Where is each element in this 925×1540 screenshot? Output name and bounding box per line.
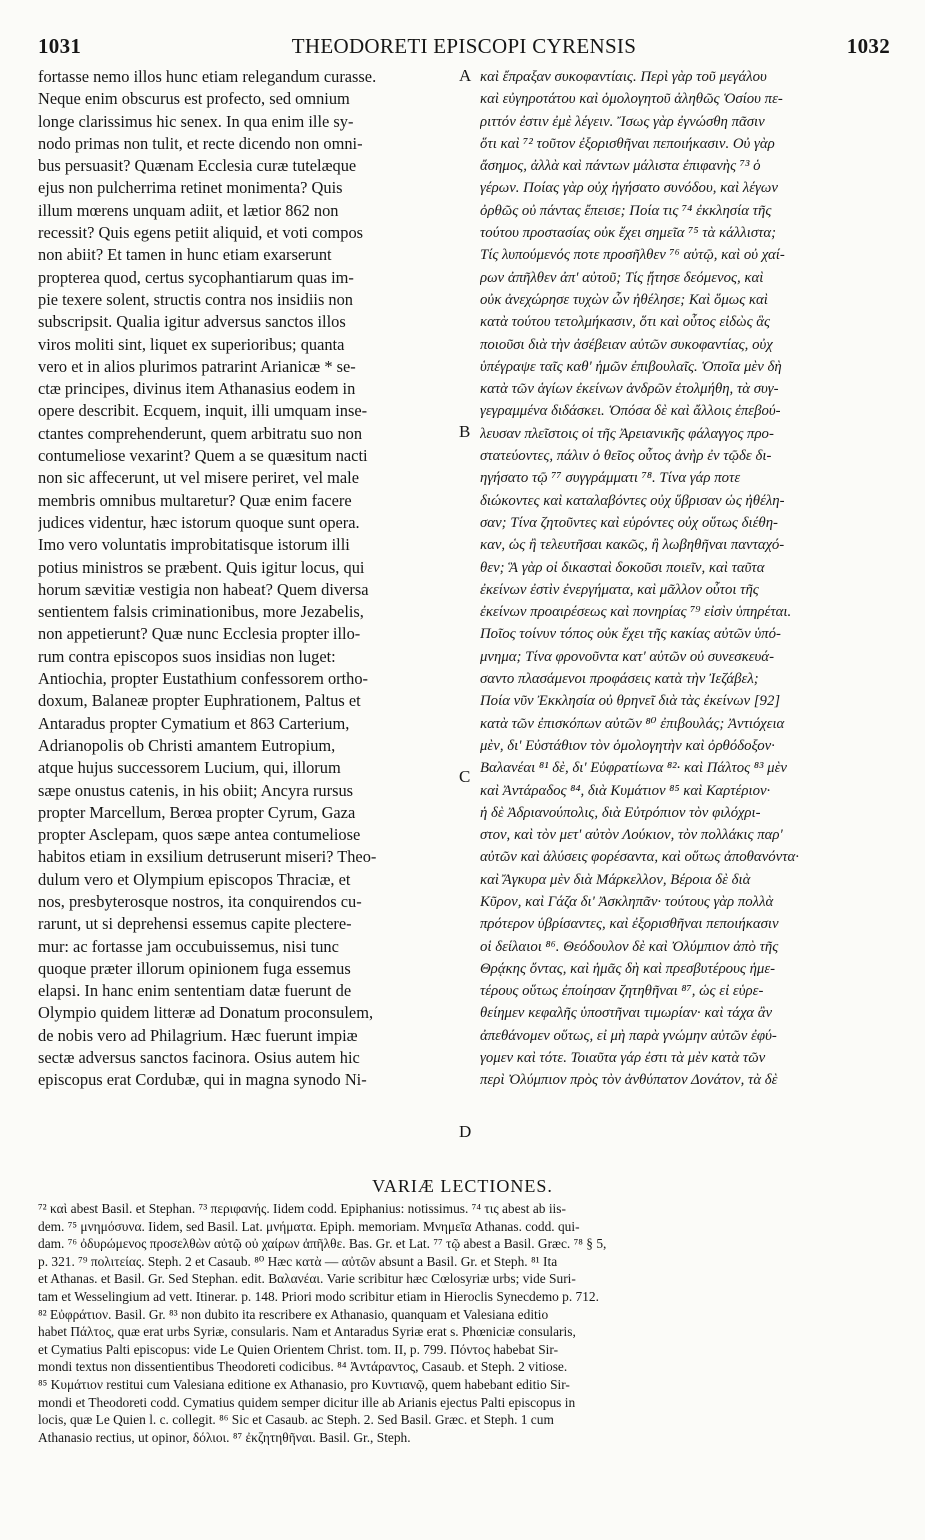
latin-text-line: Olympio quidem litteræ ad Donatum proconsulem,	[38, 1003, 374, 1023]
latin-text-line: Antaradus propter Cymatium et 863 Carterium,	[38, 713, 350, 733]
footnote-line: tam et Wesselingium ad vett. Itinerar. p. 148. Priori modo scribitur etiam in Hieroclis Synecdemo p. 712.	[38, 1288, 599, 1304]
running-title: THEODORETI EPISCOPI CYRENSIS	[291, 34, 637, 58]
latin-text-line: episcopus erat Cordubæ, qui in magna synodo Ni-	[38, 1070, 367, 1090]
latin-text-line: viros moliti sint, liquet ex superioribus; quanta	[38, 334, 345, 354]
latin-text-line: fortasse nemo illos hunc etiam relegandum curasse.	[38, 67, 377, 86]
latin-text-line: habitos etiam in exsilium detruserunt miseri? Theo-	[38, 847, 377, 867]
footnote-line: et Athanas. et Basil. Gr. Sed Stephan. edit. Βαλανέαι. Varie scribitur hæc Cœlosyriæ urbs; vide Suri-	[38, 1271, 576, 1287]
greek-text-line: περὶ Ὀλύμπιον πρὸς τὸν ἀνθύπατον Δονάτον, τὰ δὲ	[480, 1072, 778, 1089]
greek-column	[480, 66, 892, 1092]
latin-text-line: propterea quod, certus sycophantiarum quas im-	[38, 267, 354, 287]
greek-text-line: γέρων. Ποίας γὰρ οὐχ ἡγήσατο συνόδου, καὶ λέγων	[480, 180, 778, 197]
section-marker-b: B	[459, 422, 471, 441]
latin-text-line: opere describit. Ecquem, inquit, illi umquam inse-	[38, 401, 368, 421]
greek-text-line: στατεύοντες, πάλιν ὁ θεῖος οὗτος ἀνὴρ ἐν τῷδε δι-	[480, 448, 772, 465]
greek-text-line: ὅτι καὶ ⁷² τοῦτον ἐξορισθῆναι πεποιήκασιν. Οὐ γὰρ	[480, 135, 775, 152]
latin-text-line: judices videntur, hæc istorum quoque sunt opera.	[38, 512, 360, 532]
latin-text-line: non appetierunt? Quæ nunc Ecclesia propter illo-	[38, 624, 361, 644]
greek-text-line: θείημεν κεφαλῆς ὑποστῆναι τιμωρίαν· καὶ τάχα ἂν	[480, 1005, 773, 1022]
greek-text-line: κατὰ τούτου τετολμήκασιν, ὅτι καὶ οὗτος εἰδὼς ἃς	[480, 314, 771, 331]
greek-text-line: ἀπεθάνομεν οὕτως, εἰ μὴ παρὰ γνώμην αὐτῶν ἐφύ-	[480, 1027, 777, 1044]
latin-text-line: longe clarissimus hic senex. In qua enim ille sy-	[38, 111, 354, 131]
greek-text-line: ἡ δὲ Ἀδριανούπολις, διὰ Εὐτρόπιον τὸν φιλόχρι-	[480, 804, 761, 821]
greek-text-line: ἐκείνων προαιρέσεως καὶ πονηρίας ⁷⁹ εἰσὶν ὑπηρέται.	[480, 604, 792, 621]
greek-text-line: τέρους οὕτως ἐποίησαν ζητηθῆναι ⁸⁷, ὡς εἰ εὑρε-	[480, 983, 764, 1000]
section-marker-a: A	[459, 66, 472, 85]
greek-text-line: ποιοῦσι διὰ τὴν ἀσέβειαν αὐτῶν συκοφαντίας, οὐχ	[480, 336, 773, 353]
greek-text-line: Ποία νῦν Ἐκκλησία οὐ θρηνεῖ διὰ τὰς ἐκείνων [92]	[480, 693, 781, 710]
latin-text-line: quoque præter illorum opinionem fuga essemus	[38, 958, 351, 978]
latin-text-line: ctantes comprehenderunt, quem arbitratu suo non	[38, 423, 363, 443]
latin-text-line: recessit? Quis egens petiit aliquid, et voti compos	[38, 223, 364, 243]
latin-text-line: ejus non pulcherrima retinet monimenta? Quis	[38, 178, 343, 198]
footnote-line: Athanasio rectius, ut opinor, δόλιοι. ⁸⁷ ἐκζητηθῆναι. Basil. Gr., Steph.	[38, 1429, 411, 1445]
latin-text-line: Imo vero voluntatis improbitatisque istorum illi	[38, 535, 350, 555]
greek-text-line: ρων ἀπῆλθεν ἀπ' αὐτοῦ; Τίς ᾔτησε δεόμενος, καὶ	[480, 269, 764, 286]
greek-text-line: διώκοντες καὶ καταλαβόντες οὐχ ὕβρισαν ὡς ἠθέλη-	[480, 492, 785, 509]
footnotes	[38, 1200, 893, 1446]
page-number-right: 1032	[846, 34, 890, 58]
page-number-left: 1031	[38, 34, 82, 58]
latin-text-line: sectæ adversus sanctos facinora. Osius autem hic	[38, 1048, 360, 1068]
latin-text-line: vero et in alios plurimos patrarint Arianicæ * se-	[38, 356, 356, 376]
greek-text-line: ὀρθῶς οὐ πάντας ἔπεισε; Ποία τις ⁷⁴ ἐκκλησία τῆς	[480, 202, 772, 219]
latin-text-line: de nobis vero ad Philagrium. Hæc fuerunt impiæ	[38, 1025, 358, 1045]
latin-text-line: dulum vero et Olympium episcopos Thraciæ, et	[38, 869, 351, 889]
greek-text-line: θεν; Ἃ γὰρ οἱ δικασταὶ δοκοῦσι ποιεῖν, καὶ ταῦτα	[480, 559, 765, 576]
greek-text-line: καὶ εὐγηροτάτου καὶ ὁμολογητοῦ ἀληθῶς Ὁσίου πε-	[480, 91, 783, 108]
section-marker-d: D	[459, 1122, 472, 1141]
latin-text-line: sæpe onustus catenis, in his obiit; Ancyra rursus	[38, 780, 354, 800]
latin-text-line: illum mœrens unquam adiit, et lætior 862 non	[38, 200, 339, 220]
greek-text-line: καὶ ἔπραξαν συκοφαντίαις. Περὶ γὰρ τοῦ μεγάλου	[480, 69, 767, 85]
latin-text-line: Antiochia, propter Eustathium confessorem ortho-	[38, 669, 369, 689]
latin-text-line: horum sævitiæ vestigia non habeat? Quem diversa	[38, 579, 369, 599]
latin-text-line: rum contra episcopos suos insidias non luget:	[38, 646, 336, 666]
greek-text-line: ηγήσατο τῷ ⁷⁷ συγγράμματι ⁷⁸. Τίνα γάρ ποτε	[480, 470, 741, 487]
footnote-line: ⁸⁵ Κυμάτιον restitui cum Valesiana editione ex Athanasio, pro Κυντιανῷ, quem habebant editio Sir-	[38, 1376, 570, 1392]
footnote-line: dam. ⁷⁶ ὀδυρώμενος προσελθὼν αὐτῷ οὐ χαίρων ἀπῆλθε. Bas. Gr. et Lat. ⁷⁷ τῷ abest a Basil. Græc. ⁷⁸ § 5,	[38, 1236, 607, 1252]
greek-text-line: καὶ Ἀντάραδος ⁸⁴, διὰ Κυμάτιον ⁸⁵ καὶ Καρτέριον·	[480, 782, 771, 799]
latin-text-line: elapsi. In hanc enim sententiam datæ fuerunt de	[38, 981, 352, 1001]
latin-text-line: atque hujus successorem Lucium, qui, illorum	[38, 758, 341, 778]
greek-text-line: Τίς λυπούμενός ποτε προσῆλθεν ⁷⁶ αὐτῷ, καὶ οὐ χαί-	[480, 247, 785, 264]
greek-text-line: Ποῖος τοίνυν τόπος οὐκ ἔχει τῆς κακίας αὐτῶν ὑπό-	[480, 626, 781, 643]
greek-text-line: καὶ Ἄγκυρα μὲν διὰ Μάρκελλον, Βέροια δὲ διὰ	[480, 871, 751, 888]
latin-text-line: non sic affecerunt, ut vel misere periret, vel male	[38, 468, 360, 488]
footnote-line: mondi et Theodoreti codd. Cymatius quidem semper dicitur ille ab Arianis ejectus Palti episcopus in	[38, 1394, 576, 1410]
latin-text-line: contumeliose vexarint? Quem a se quæsitum nacti	[38, 446, 368, 466]
latin-text-line: propter Asclepam, quos sæpe antea contumeliose	[38, 825, 361, 845]
greek-text-line: σαντο πλασάμενοι προφάσεις κατὰ τὴν Ἰεζάβελ;	[480, 671, 759, 688]
greek-text-line: Βαλανέαι ⁸¹ δὲ, δι' Εὐφρατίωνα ⁸²· καὶ Πάλτος ⁸³ μὲν	[480, 760, 787, 777]
latin-text-line: sentientem falsis criminationibus, more Jezabelis,	[38, 602, 364, 622]
greek-text-line: οὐκ ἀνεχώρησε τυχὼν ὧν ἠθέλησε; Καὶ ὅμως καὶ	[480, 291, 768, 308]
greek-text-line: τούτου προστασίας οὐκ ἔχει σημεῖα ⁷⁵ τὰ κάλλιστα;	[480, 225, 777, 242]
greek-text-line: ριττόν ἐστιν ἐμὲ λέγειν. Ἴσως γὰρ ἐγνώσθη πᾶσιν	[480, 113, 765, 130]
greek-text-line: οἱ δείλαιοι ⁸⁶. Θεόδουλον δὲ καὶ Ὀλύμπιον ἀπὸ τῆς	[480, 938, 779, 955]
latin-text-line: nodo primas non tulit, et recte dicendo non omni-	[38, 133, 363, 153]
greek-text-line: καν, ὡς ἢ τελευτῆσαι κακῶς, ἢ λωβηθῆναι πανταχό-	[480, 537, 785, 554]
footnote-line: et Cymatius Palti episcopus: vide Le Quien Orientem Christ. tom. II, p. 799. Πόντος habebat Sir-	[38, 1341, 559, 1357]
greek-text-line: ὑπέγραψε ταῖς καθ' ἡμῶν ἐπιβουλαῖς. Ὁποῖα μὲν δὴ	[480, 358, 782, 375]
latin-text-line: Neque enim obscurus est profecto, sed omnium	[38, 89, 350, 109]
greek-text-line: γομεν καὶ τότε. Τοιαῦτα γάρ ἐστι τὰ μὲν κατὰ τῶν	[480, 1050, 766, 1067]
greek-text-line: λευσαν πλεῖστοις οἱ τῆς Ἀρειανικῆς φάλαγγος προ-	[480, 425, 774, 442]
latin-text-line: bus persuasit? Quænam Ecclesia curæ tutelæque	[38, 156, 357, 176]
footnote-line: habet Πάλτος, quæ erat urbs Syriæ, consularis. Nam et Antaradus Syriæ erat s. Phœniciæ consularis,	[38, 1324, 576, 1340]
latin-text-line: ctæ principes, divinus item Athanasius eodem in	[38, 379, 356, 399]
variae-lectiones-heading: VARIÆ LECTIONES.	[372, 1176, 553, 1196]
latin-text-line: nos, presbyterosque nostros, ita conquirendos cu-	[38, 891, 362, 911]
greek-text-line: κατὰ τῶν ἐπισκόπων αὐτῶν ⁸⁰ ἐπιβουλάς; Ἀντιόχεια	[480, 715, 785, 732]
latin-text-line: membris omnibus multaretur? Quæ enim facere	[38, 490, 352, 510]
latin-text-line: subscripsit. Qualia igitur adversus sanctos illos	[38, 312, 346, 332]
footnote-line: dem. ⁷⁵ μνημόσυνα. Iidem, sed Basil. Lat. μνήματα. Epiph. memoriam. Μνημεῖα Athanas. codd. qui-	[38, 1218, 580, 1234]
greek-text-line: μὲν, δι' Εὐστάθιον τὸν ὁμολογητὴν καὶ ὀρθόδοξον·	[480, 737, 775, 754]
latin-text-line: pie texere solent, structis contra nos insidiis non	[38, 289, 354, 309]
latin-text-line: potius ministros se præbent. Quis igitur locus, qui	[38, 557, 365, 577]
footnote-line: locis, quæ Le Quien l. c. collegit. ⁸⁶ Sic et Casaub. ac Steph. 2. Sed Basil. Græc. et Steph. 1 cum	[38, 1412, 554, 1428]
greek-text-line: κατὰ τῶν ἁγίων ἐκείνων ἀνδρῶν ἐτολμήθη, τὰ συγ-	[480, 381, 779, 398]
section-marker-c: C	[459, 767, 471, 786]
latin-text-line: mur: ac fortasse jam occubuissemus, nisi tunc	[38, 936, 339, 956]
greek-text-line: Κῦρον, καὶ Γάζα δι' Ἀσκληπᾶν· τούτους γὰρ πολλὰ	[480, 893, 774, 910]
latin-text-line: propter Marcellum, Berœa propter Cyrum, Gaza	[38, 802, 356, 822]
latin-text-line: doxum, Balaneæ propter Euphrationem, Paltus et	[38, 691, 361, 711]
greek-text-line: σαν; Τίνα ζητοῦντες καὶ εὑρόντες οὐχ οὕτως διέθη-	[480, 514, 778, 531]
footnote-line: ⁸² Εὐφράτιον. Basil. Gr. ⁸³ non dubito ita rescribere ex Athanasio, quanquam et Valesiana editio	[38, 1306, 549, 1322]
latin-text-line: rarunt, ut si deprehensi essemus capite plectere-	[38, 914, 352, 934]
page-header	[38, 34, 890, 64]
latin-text-line: Adrianopolis ob Christi amantem Eutropium,	[38, 735, 336, 755]
greek-text-line: αὐτῶν καὶ ἁλύσεις φορέσαντα, καὶ οὕτως ἀποθανόντα·	[480, 849, 799, 866]
greek-text-line: ἐκείνων ἐστὶν ἐνεργήματα, καὶ μᾶλλον οὗτοι τῆς	[480, 581, 759, 598]
greek-text-line: πρότερον ὑβρίσαντες, καὶ ἐξορισθῆναι πεποιήκασιν	[480, 916, 779, 933]
greek-text-line: μνημα; Τίνα φρονοῦντα κατ' αὐτῶν οὐ συνεσκευά-	[480, 648, 774, 665]
footnote-line: p. 321. ⁷⁹ πολιτείας. Steph. 2 et Casaub. ⁸⁰ Hæc κατὰ — αὐτῶν absunt a Basil. Gr. et Steph. ⁸¹ Ita	[38, 1253, 558, 1269]
greek-text-line: στον, καὶ τὸν μετ' αὐτὸν Λούκιον, τὸν πολλάκις παρ'	[480, 827, 783, 844]
greek-text-line: Θρᾴκης ὄντας, καὶ ἡμᾶς δὴ καὶ πρεσβυτέρους ἡμε-	[480, 960, 776, 977]
latin-column	[38, 66, 458, 1092]
footnote-line: mondi textus non dissentientibus Theodoreti codicibus. ⁸⁴ Ἀντάραντος, Casaub. et Steph. 2 vitiose.	[38, 1359, 568, 1375]
greek-text-line: ἄσημος, ἀλλὰ καὶ πάντων μάλιστα ἐπιφανὴς ⁷³ ὁ	[480, 158, 761, 175]
greek-text-line: γεγραμμένα διδάσκει. Ὁπόσα δὲ καὶ ἄλλοις ἐπεβού-	[480, 403, 781, 420]
footnote-line: ⁷² καὶ abest Basil. et Stephan. ⁷³ περιφανής. Iidem codd. Epiphanius: notissimus. ⁷⁴ τις abest ab iis-	[38, 1201, 566, 1216]
latin-text-line: non abiit? Et tamen in hunc etiam exarserunt	[38, 245, 332, 265]
